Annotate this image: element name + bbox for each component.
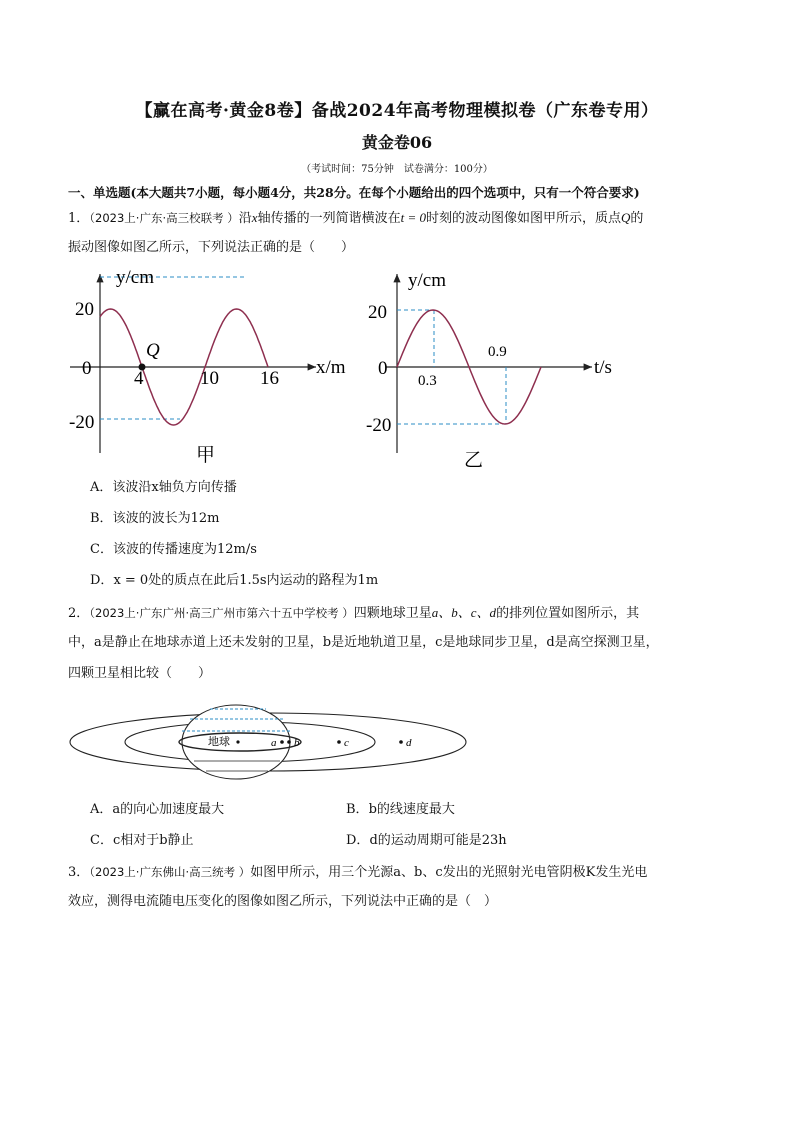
q1-option-d[interactable]: D．x = 0处的质点在此后1.5s内运动的路程为1m (90, 573, 379, 588)
figure-caption-jia: 甲 (196, 445, 216, 466)
t-tick-0.9: 0.9 (488, 344, 507, 360)
t-tick-0.3: 0.3 (418, 373, 437, 389)
x-tick-4: 4 (134, 368, 144, 389)
vibration-graph-yi (366, 268, 626, 468)
q3-source: （2023上·广东佛山·高三统考 ） (89, 865, 251, 879)
q2-source: （2023上·广东广州·高三广州市第六十五中学校考 ） (89, 606, 354, 620)
y-tick-20: 20 (75, 299, 94, 320)
satellite-a-dot (280, 740, 284, 744)
y-axis-label: y/cm (116, 268, 154, 288)
q2-stem-line3: 四颗卫星相比较（ ） (68, 666, 212, 681)
x-tick-16: 16 (260, 368, 279, 389)
earth-center-dot (236, 740, 239, 743)
point-q-label: Q (146, 340, 160, 361)
section-heading: 一、单选题(本大题共7小题，每小题4分，共28分。在每个小题给出的四个选项中，只有一个符合要求) (68, 185, 640, 200)
y-tick-neg20: -20 (69, 412, 95, 433)
q3-stem-line1: 3．（2023上·广东佛山·高三统考 ）如图甲所示，用三个光源a、b、c发出的光照射光电管阴极K发生光电 (68, 865, 648, 880)
y-axis-label: y/cm (408, 270, 446, 291)
figure-caption-yi: 乙 (464, 450, 484, 468)
satellite-orbit-diagram (68, 695, 736, 787)
satellite-d-dot (399, 740, 403, 744)
y-tick-20: 20 (368, 302, 387, 323)
exam-info: （考试时间：75分钟 试卷满分：100分） (301, 164, 493, 175)
y-tick-0: 0 (82, 358, 92, 379)
q2-option-b[interactable]: B．b的线速度最大 (346, 802, 455, 817)
satellite-c-label: c (344, 737, 349, 749)
q1-stem-line2: 振动图像如图乙所示，下列说法正确的是（ ） (68, 240, 355, 255)
q1-option-c[interactable]: C．该波的传播速度为12m/s (90, 542, 257, 557)
y-tick-0: 0 (378, 358, 388, 379)
q1-option-b[interactable]: B．该波的波长为12m (90, 511, 220, 526)
q2-option-a[interactable]: A．a的向心加速度最大 (90, 802, 225, 817)
satellite-b-dot (287, 740, 291, 744)
satellite-d-label: d (406, 737, 412, 749)
t-axis-label: t/s (594, 357, 612, 378)
paper-title: 【赢在高考·黄金8卷】备战2024年高考物理模拟卷（广东卷专用） (135, 101, 659, 121)
q3-stem-line2: 效应，测得电流随电压变化的图像如图乙所示，下列说法中正确的是（ ） (68, 894, 498, 909)
paper-subtitle: 黄金卷06 (361, 133, 433, 152)
x-axis-label: x/m (316, 357, 346, 378)
q1-stem-line1: 1．（2023上·广东·高三校联考 ）沿x轴传播的一列简谐横波在t = 0时刻的波动图像如图甲所示，质点Q的 (68, 210, 644, 226)
q2-option-c[interactable]: C．c相对于b静止 (90, 833, 194, 848)
satellite-a-label: a (271, 737, 277, 749)
wave-graph-jia (66, 268, 366, 468)
q2-stem-line2: 中，a是静止在地球赤道上还未发射的卫星，b是近地轨道卫星，c是地球同步卫星，d是高空探测卫星， (68, 635, 659, 650)
y-tick-neg20: -20 (366, 415, 392, 436)
q1-option-a[interactable]: A．该波沿x轴负方向传播 (90, 480, 237, 495)
q2-option-d[interactable]: D．d的运动周期可能是23h (346, 833, 507, 848)
x-tick-10: 10 (200, 368, 219, 389)
q1-source: （2023上·广东·高三校联考 ） (89, 211, 239, 225)
q2-stem-line1: 2．（2023上·广东广州·高三广州市第六十五中学校考 ）四颗地球卫星a、b、c、d的排列位置如图所示，其 (68, 605, 640, 621)
earth-label: 地球 (208, 736, 230, 748)
satellite-c-dot (337, 740, 341, 744)
satellite-b-label: b (294, 737, 300, 749)
